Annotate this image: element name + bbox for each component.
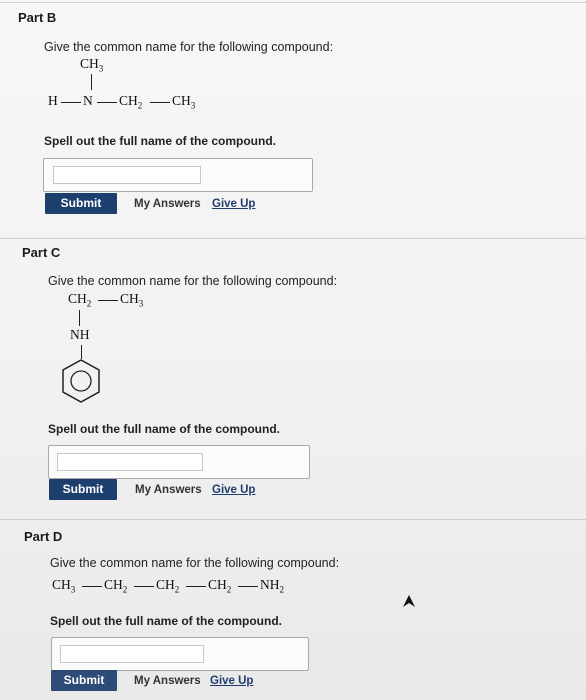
bond [79, 310, 80, 326]
part-c-answer-area [48, 445, 310, 479]
section-divider [0, 238, 586, 239]
part-c-instruction: Spell out the full name of the compound. [48, 422, 280, 436]
part-d-give-up-link[interactable]: Give Up [210, 675, 254, 687]
part-d-submit-button[interactable]: Submit [51, 670, 117, 691]
part-c-submit-button[interactable]: Submit [49, 479, 117, 500]
ch2-group: $CH_2$ [156, 577, 180, 595]
ch2-group: $CH_2$ [208, 577, 232, 595]
part-c-my-answers-link[interactable]: My Answers [135, 484, 202, 496]
part-d-title: Part D [24, 529, 63, 544]
ch3-group: $CH_3$ [172, 93, 196, 111]
bond [134, 586, 154, 587]
bond [82, 586, 102, 587]
bond [98, 300, 118, 301]
part-c-give-up-link[interactable]: Give Up [212, 484, 256, 496]
part-d-instruction: Spell out the full name of the compound. [50, 614, 282, 628]
part-b-my-answers-link[interactable]: My Answers [134, 198, 201, 210]
part-b-submit-button[interactable]: Submit [45, 193, 117, 214]
top-divider [0, 2, 586, 3]
section-divider [0, 519, 586, 520]
ch2-group: $CH_2$ [104, 577, 128, 595]
bond [91, 74, 92, 90]
nh2-group: $NH_2$ [260, 577, 284, 595]
mouse-cursor-icon [402, 594, 416, 608]
part-b-title: Part B [18, 10, 57, 25]
part-c-answer-input[interactable] [57, 453, 203, 471]
bond [97, 102, 117, 103]
part-b-answer-area [43, 158, 313, 192]
part-d-prompt: Give the common name for the following compound: [50, 556, 340, 570]
ch2-group: $CH_2$ [68, 291, 92, 309]
ch3-group: $CH_3$ [52, 577, 76, 595]
part-d-my-answers-link[interactable]: My Answers [134, 675, 201, 687]
part-b-answer-input[interactable] [53, 166, 201, 184]
ch3-group: $CH_3$ [80, 56, 104, 74]
bond [150, 102, 170, 103]
part-b-prompt: Give the common name for the following compound: [44, 40, 334, 54]
ch2-group: $CH_2$ [119, 93, 143, 111]
part-d-answer-area [51, 637, 309, 671]
bond [238, 586, 258, 587]
bond [81, 345, 82, 359]
part-c-title: Part C [22, 245, 61, 260]
part-b-instruction: Spell out the full name of the compound. [44, 134, 276, 148]
nh-group: NH [70, 327, 90, 342]
part-d-answer-input[interactable] [60, 645, 204, 663]
nitrogen-atom: N [83, 93, 93, 108]
hydrogen-atom: H [48, 93, 58, 108]
bond [61, 102, 81, 103]
bond [186, 586, 206, 587]
ch3-group: $CH_3$ [120, 291, 144, 309]
part-c-prompt: Give the common name for the following compound: [48, 274, 338, 288]
benzene-ring-icon [61, 358, 101, 404]
part-b-give-up-link[interactable]: Give Up [212, 198, 256, 210]
